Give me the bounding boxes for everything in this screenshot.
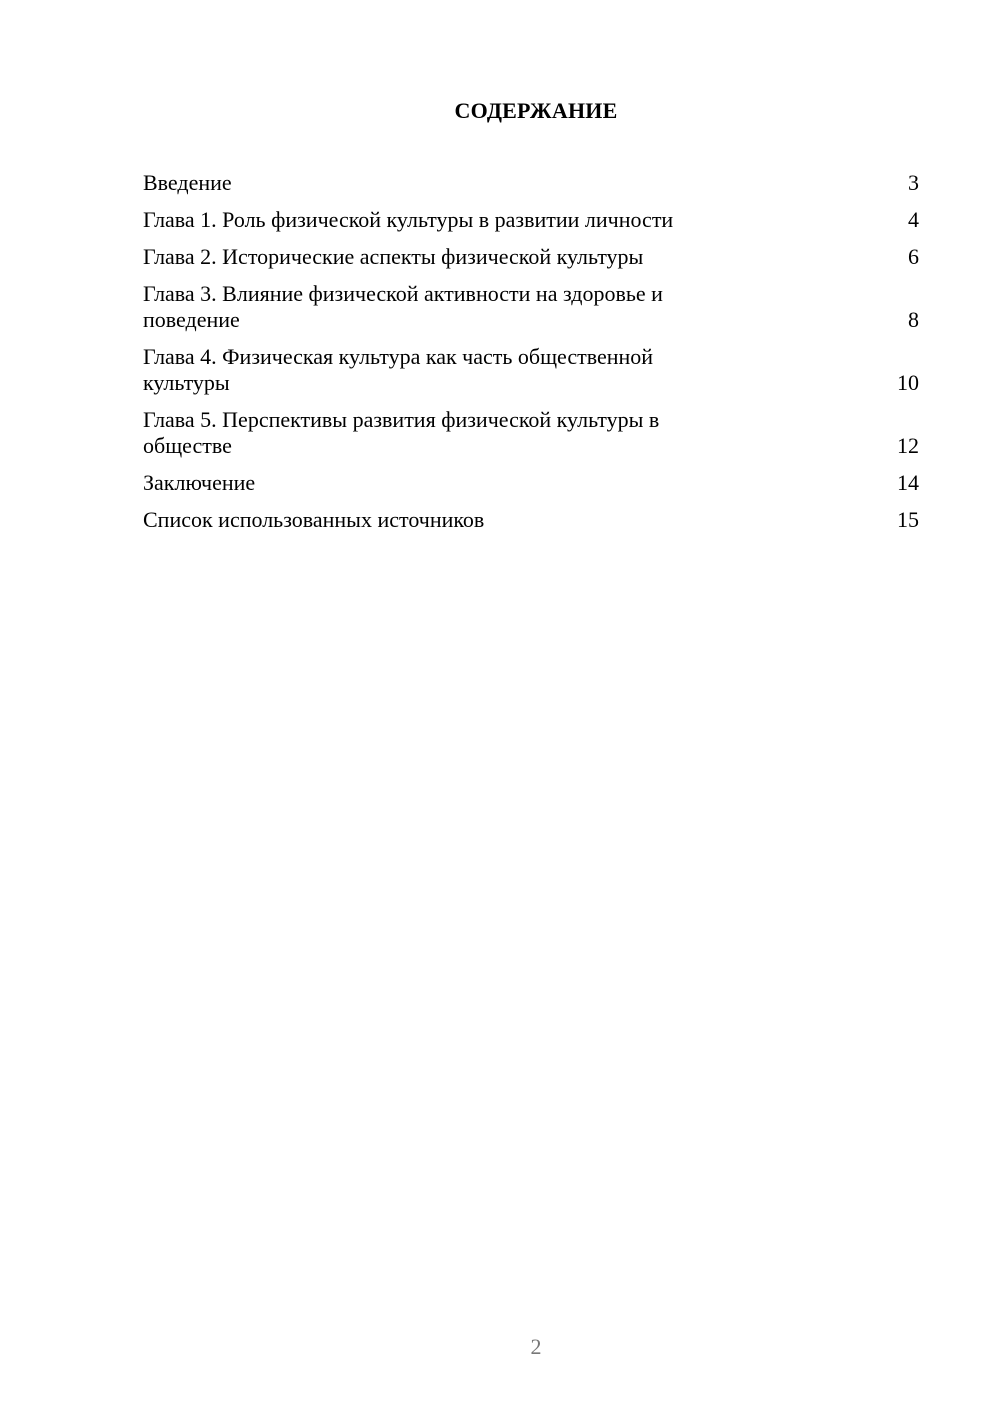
- toc-item-page: 4: [908, 207, 919, 232]
- toc-item-label: Заключение: [143, 470, 256, 495]
- toc-item-chapter-2: [143, 244, 919, 270]
- toc-item-chapter-1: [143, 207, 919, 233]
- toc-item-label: Глава 3. Влияние физической активности на здоровье и поведение: [143, 281, 663, 332]
- toc-item-label: Глава 5. Перспективы развития физической культуры в обществе: [143, 407, 660, 458]
- page-title: СОДЕРЖАНИЕ: [454, 98, 618, 123]
- toc-item-introduction: [143, 170, 919, 196]
- toc-item-label: Глава 1. Роль физической культуры в развитии личности: [143, 207, 674, 232]
- toc-item-page: 6: [908, 244, 919, 269]
- toc-item-page: 14: [897, 470, 919, 495]
- toc-item-conclusion: [143, 470, 919, 496]
- toc-item-page: 8: [908, 307, 919, 332]
- toc-item-page: 15: [897, 507, 919, 532]
- toc-item-label: Введение: [143, 170, 232, 195]
- toc-item-chapter-4: [143, 344, 919, 396]
- toc-item-references: [143, 507, 919, 533]
- page-number: 2: [530, 1334, 542, 1359]
- toc-item-label: Глава 2. Исторические аспекты физической культуры: [143, 244, 644, 269]
- toc-item-label: Глава 4. Физическая культура как часть общественной культуры: [143, 344, 654, 395]
- toc-item-chapter-5: [143, 407, 919, 459]
- toc-item-page: 12: [897, 433, 919, 458]
- table-of-contents: [143, 170, 919, 544]
- toc-item-chapter-3: [143, 281, 919, 333]
- toc-item-label: Список использованных источников: [143, 507, 485, 532]
- toc-item-page: 3: [908, 170, 919, 195]
- toc-item-page: 10: [897, 370, 919, 395]
